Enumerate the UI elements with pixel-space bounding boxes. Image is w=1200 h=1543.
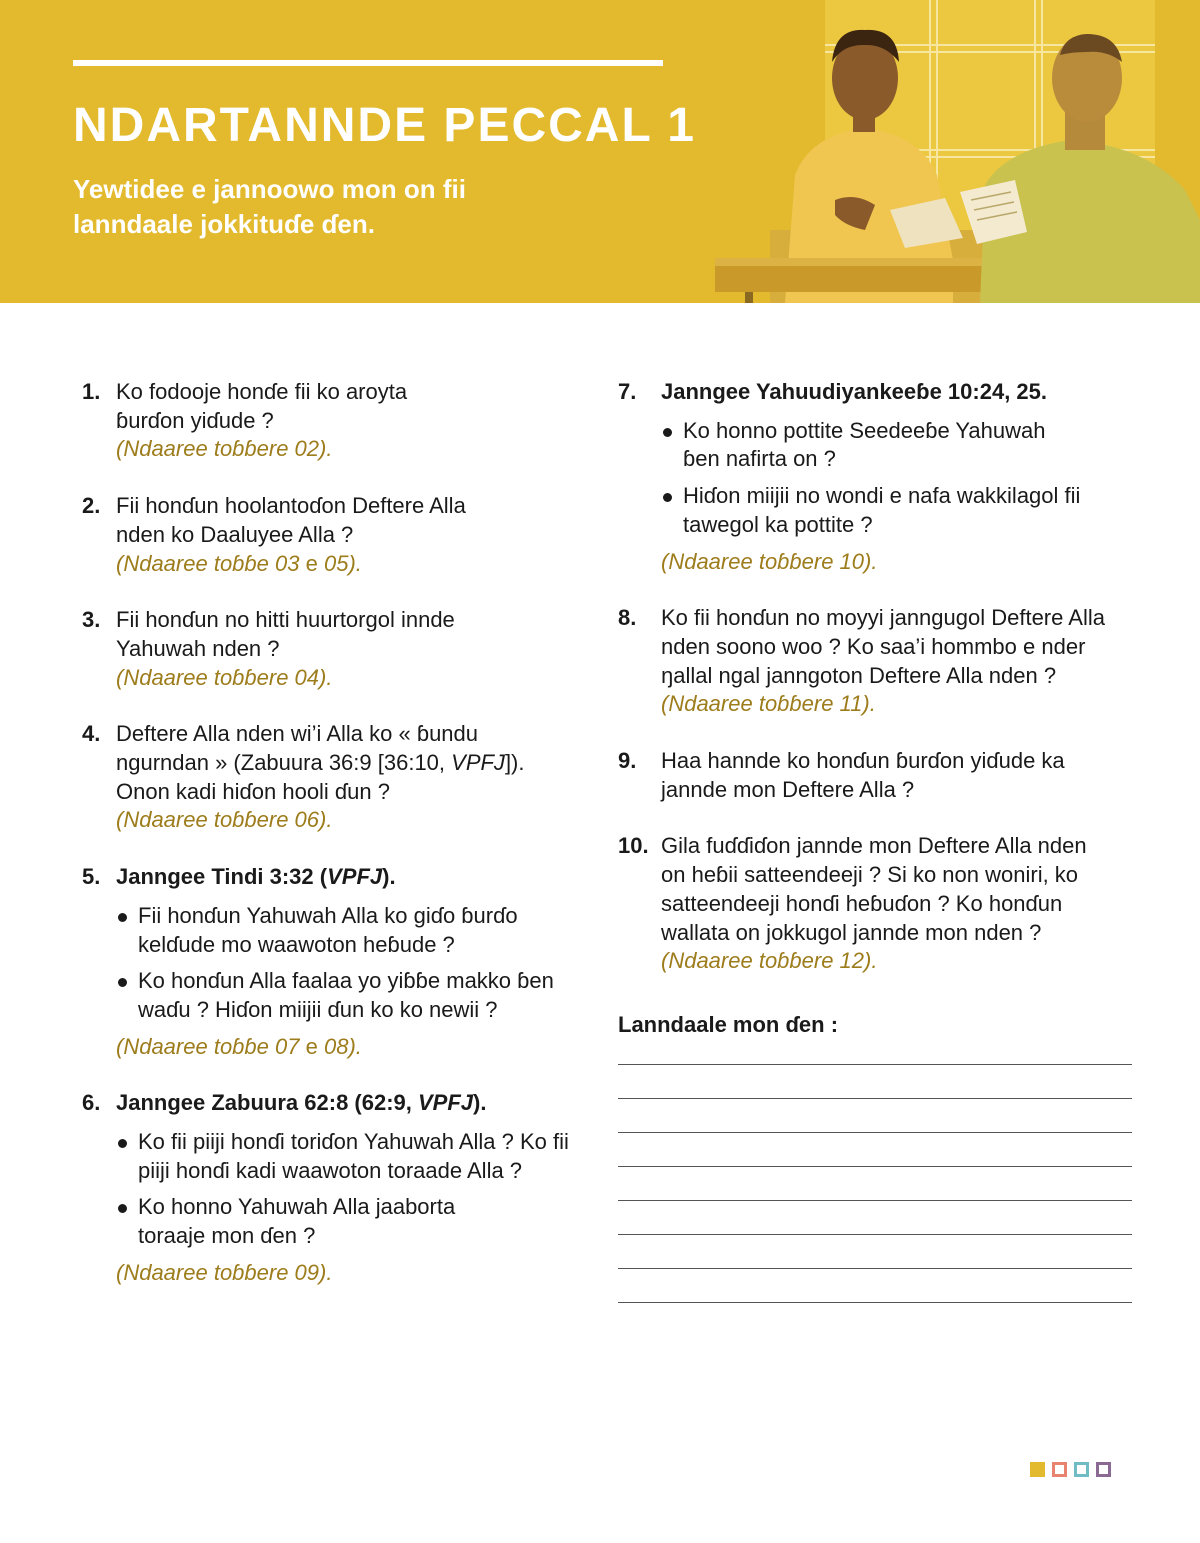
question-text: Ko fii honɗun no moyyi janngugol Deftere Alla nden soono woo ? Ko saa’i hommbo e nder ŋallal ngal janngoton Deftere Alla nden ?	[661, 605, 1105, 688]
question-5	[82, 863, 582, 1061]
question-1	[82, 378, 582, 464]
question-number: 5.	[82, 864, 101, 890]
notes-section	[618, 1012, 1138, 1303]
header-banner	[0, 0, 1200, 303]
question-text: Fii honɗun no hitti huurtorgol innde Yahuwah nden ?	[116, 607, 455, 661]
question-3	[82, 606, 582, 692]
square-icon	[1030, 1462, 1045, 1477]
question-number: 7.	[618, 379, 637, 404]
question-10	[618, 832, 1138, 976]
question-9	[618, 747, 1138, 804]
question-number: 10.	[618, 833, 649, 859]
bullet-question: Hiɗon miijii no wondi e nafa wakkilagol fii tawegol ka pottite ?	[661, 482, 1103, 539]
progress-squares	[1030, 1462, 1111, 1477]
note-line[interactable]	[618, 1268, 1132, 1269]
paragraph-reference: (Ndaaree toɓɓere 04).	[116, 664, 333, 690]
paragraph-reference: (Ndaaree toɓɓere 09).	[116, 1259, 333, 1285]
paragraph-reference: (Ndaaree toɓɓere 06).	[116, 807, 333, 833]
page-subtitle: Yewtidee e jannoowo mon on fii lanndaale jokkituɗe ɗen.	[73, 174, 466, 239]
note-line[interactable]	[618, 1302, 1132, 1303]
question-7	[618, 378, 1138, 576]
question-8	[618, 604, 1138, 719]
question-number: 1.	[82, 379, 101, 404]
question-number: 2.	[82, 493, 101, 519]
page-title: NDARTANNDE PECCAL 1	[73, 99, 696, 152]
question-number: 3.	[82, 607, 101, 633]
bullet-question: Fii honɗun Yahuwah Alla ko giɗo ɓurɗo kelɗude mo waawoton heɓude ?	[116, 902, 582, 959]
note-line[interactable]	[618, 1098, 1132, 1099]
scripture-reading: Janngee Tindi 3:32 (VPFJ).	[116, 864, 396, 890]
paragraph-reference: (Ndaaree toɓɓe 07 e 08).	[116, 1033, 362, 1059]
question-text: Deftere Alla nden wi’i Alla ko « ɓundu ngurndan » (Zabuura 36:9 [36:10, VPFJ]). Onon kadi hiɗon hooli ɗun ?	[116, 721, 525, 804]
question-text: Gila fuɗɗiɗon jannde mon Deftere Alla nden on heɓii satteendeeji ? Si ko non woniri, ko satteendeeji honɗi heɓuɗon ? Ko honɗun wallata on jokkugol jannde mon nden ?	[661, 833, 1087, 945]
bullet-list	[116, 1128, 582, 1251]
note-line[interactable]	[618, 1166, 1132, 1167]
paragraph-reference: (Ndaaree toɓɓere 10).	[661, 548, 878, 574]
study-scene-illustration	[715, 0, 1200, 303]
header-rule	[73, 60, 663, 66]
bullet-list	[116, 902, 582, 1025]
question-text: Fii honɗun hoolantoɗon Deftere Alla nden ko Daaluyee Alla ?	[116, 493, 466, 547]
note-line[interactable]	[618, 1132, 1132, 1133]
bullet-list	[661, 417, 1138, 540]
square-icon	[1096, 1462, 1111, 1477]
paragraph-reference: (Ndaaree toɓɓere 02).	[116, 436, 333, 462]
bullet-question: Ko honno Yahuwah Alla jaaborta toraaje mon ɗen ?	[116, 1193, 478, 1250]
question-text: Haa hannde ko honɗun ɓurɗon yiɗude ka jannde mon Deftere Alla ?	[661, 748, 1065, 802]
note-line[interactable]	[618, 1064, 1132, 1065]
question-number: 9.	[618, 748, 637, 774]
question-4	[82, 720, 582, 835]
paragraph-reference: (Ndaaree toɓɓe 03 e 05).	[116, 550, 362, 576]
question-text: Ko fodooje honɗe fii ko aroyta ɓurɗon yiɗude ?	[116, 379, 408, 433]
paragraph-reference: (Ndaaree toɓɓere 12).	[661, 948, 878, 974]
bullet-question: Ko fii piiji honɗi toriɗon Yahuwah Alla ? Ko fii piiji honɗi kadi waawoton toraade Alla ?	[116, 1128, 582, 1185]
note-line[interactable]	[618, 1234, 1132, 1235]
question-number: 4.	[82, 721, 101, 747]
questions-left-column	[82, 378, 582, 1288]
notes-label: Lanndaale mon ɗen :	[618, 1011, 839, 1037]
bullet-question: Ko honɗun Alla faalaa yo yiɓɓe makko ɓen waɗu ? Hiɗon miijii ɗun ko ko newii ?	[116, 967, 582, 1024]
square-icon	[1052, 1462, 1067, 1477]
paragraph-reference: (Ndaaree toɓɓere 11).	[661, 691, 876, 717]
question-number: 6.	[82, 1090, 101, 1116]
question-number: 8.	[618, 605, 637, 631]
square-icon	[1074, 1462, 1089, 1477]
questions-right-column	[618, 378, 1138, 1303]
question-6	[82, 1089, 582, 1287]
scripture-reading: Janngee Yahuudiyankeeɓe 10:24, 25.	[661, 379, 1048, 404]
scripture-reading: Janngee Zabuura 62:8 (62:9, VPFJ).	[116, 1090, 487, 1116]
note-line[interactable]	[618, 1200, 1132, 1201]
question-2	[82, 492, 582, 578]
bullet-question: Ko honno pottite Seedeeɓe Yahuwah ɓen nafirta on ?	[661, 417, 1063, 474]
